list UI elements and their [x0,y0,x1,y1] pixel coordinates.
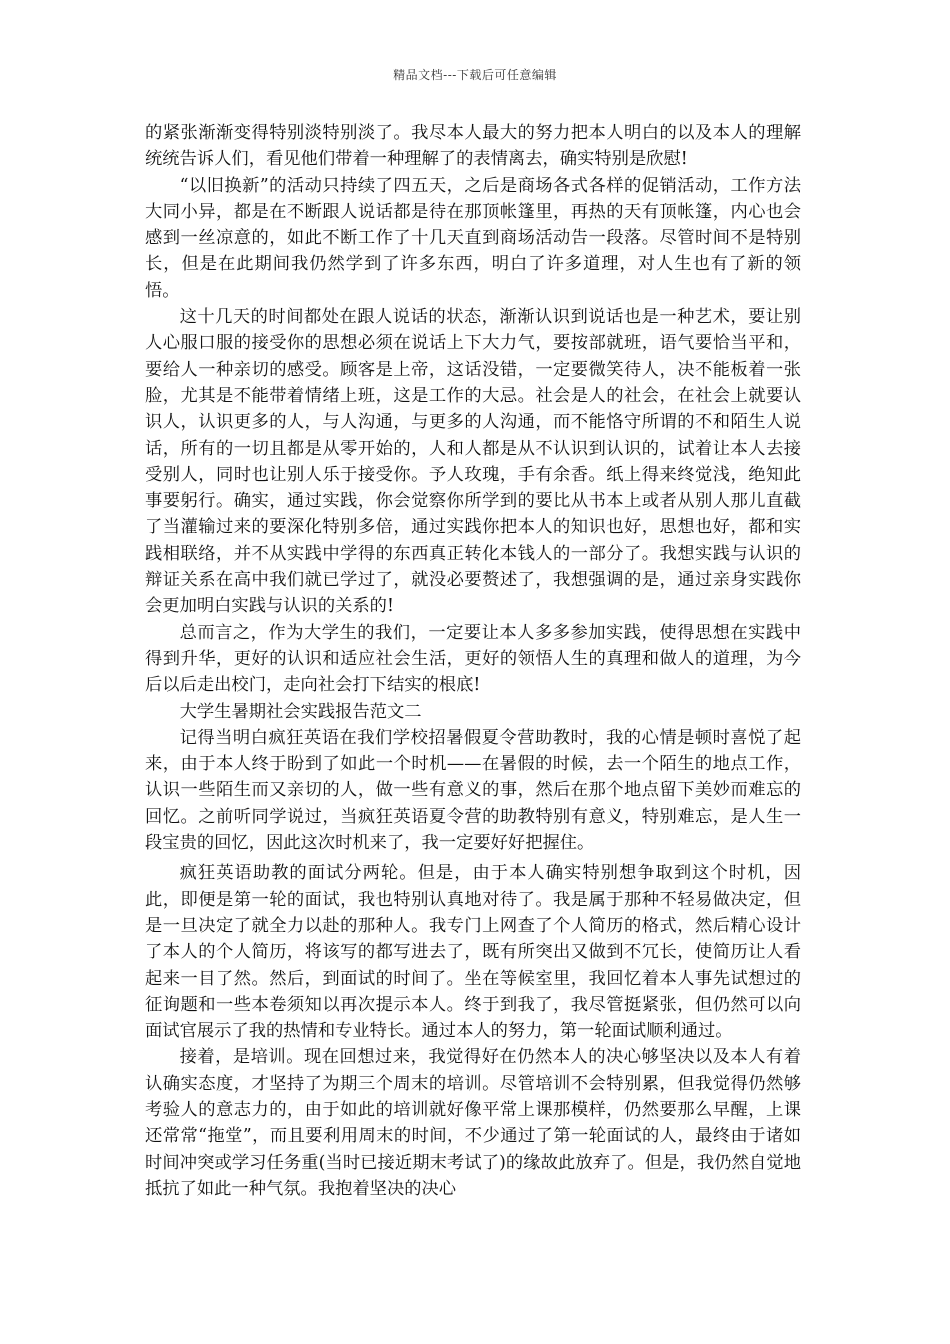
page-header: 精品文档---下载后可任意编辑 [393,68,557,82]
paragraph-continued: 的紧张渐渐变得特别淡特别淡了。我尽本人最大的努力把本人明白的以及本人的理解统统告诉人们，看见他们带着一种理解了的表情离去，确实特别是欣慰! [145,123,801,170]
paragraph: 记得当明白疯狂英语在我们学校招暑假夏令营助教时，我的心情是顿时喜悦了起来，由于本人终于盼到了如此一个时机——在暑假的时候，去一个陌生的地点工作，认识一些陌生而又亲切的人，做一些有意义的事，然后在那个地点留下美妙而难忘的回忆。之前听同学说过，当疯狂英语夏令营的助教特别有意义，特别难忘，是人生一段宝贵的回忆，因此这次时机来了，我一定要好好把握住。 [145,727,801,854]
paragraph: 总而言之，作为大学生的我们，一定要让本人多多参加实践，使得思想在实践中得到升华，更好的认识和适应社会生活，更好的领悟人生的真理和做人的道理，为今后以后走出校门，走向社会打下结实的根底! [145,622,801,696]
section-heading: 大学生暑期社会实践报告范文二 [179,701,422,722]
paragraph: 疯狂英语助教的面试分两轮。但是，由于本人确实特别想争取到这个时机，因此，即便是第一轮的面试，我也特别认真地对待了。我是属于那种不轻易做决定，但是一旦决定了就全力以赴的那种人。我专门上网查了个人简历的格式，然后精心设计了本人的个人简历，将该写的都写进去了，既有所突出又做到不冗长，使简历让人看起来一目了然。然后，到面试的时间了。坐在等候室里，我回忆着本人事先试想过的征询题和一些本卷须知以再次提示本人。终于到我了，我尽管挺紧张，但仍然可以向面试官展示了我的热情和专业特长。通过本人的努力，第一轮面试顺利通过。 [145,863,801,1042]
paragraph: 接着，是培训。现在回想过来，我觉得好在仍然本人的决心够坚决以及本人有着认确实态度，才坚持了为期三个周末的培训。尽管培训不会特别累，但我觉得仍然够考验人的意志力的，由于如此的培训就好像平常上课那模样，仍然要那么早醒，上课还常常“拖堂”，而且要利用周末的时间，不少通过了第一轮面试的人，最终由于诸如时间冲突或学习任务重(当时已接近期末考试了)的缘故此放弃了。但是，我仍然自觉地抵抗了如此一种气氛。我抱着坚决的决心 [145,1047,801,1199]
paragraph: 这十几天的时间都处在跟人说话的状态，渐渐认识到说话也是一种艺术，要让别人心服口服的接受你的思想必须在说话上下大力气，要按部就班，语气要恰当平和，要给人一种亲切的感受。顾客是上帝，这话没错，一定要微笑待人，决不能板着一张脸，尤其是不能带着情绪上班，这是工作的大忌。社会是人的社会，在社会上就要认识人，认识更多的人，与人沟通，与更多的人沟通，而不能恪守所谓的不和陌生人说话，所有的一切且都是从零开始的，人和人都是从不认识到认识的，试着让本人去接受别人，同时也让别人乐于接受你。予人玫瑰，手有余香。纸上得来终觉浅，绝知此事要躬行。确实，通过实践，你会觉察你所学到的要比从书本上或者从别人那儿直截了当灌输过来的要深化特别多倍，通过实践你把本人的知识也好，思想也好，都和实践相联络，并不从实践中学得的东西真正转化本钱人的一部分了。我想实践与认识的辩证关系在高中我们就已学过了，就没必要赘述了，我想强调的是，通过亲身实践你会更加明白实践与认识的关系的! [145,307,801,617]
document-body [145,120,801,1202]
paragraph: “以旧换新”的活动只持续了四五天，之后是商场各式各样的促销活动，工作方法大同小异，都是在不断跟人说话都是待在那顶帐篷里，再热的天有顶帐篷，内心也会感到一丝凉意的，如此不断工作了十几天直到商场活动告一段落。尽管时间不是特别长，但是在此期间我仍然学到了许多东西，明白了许多道理，对人生也有了新的领悟。 [145,175,801,301]
